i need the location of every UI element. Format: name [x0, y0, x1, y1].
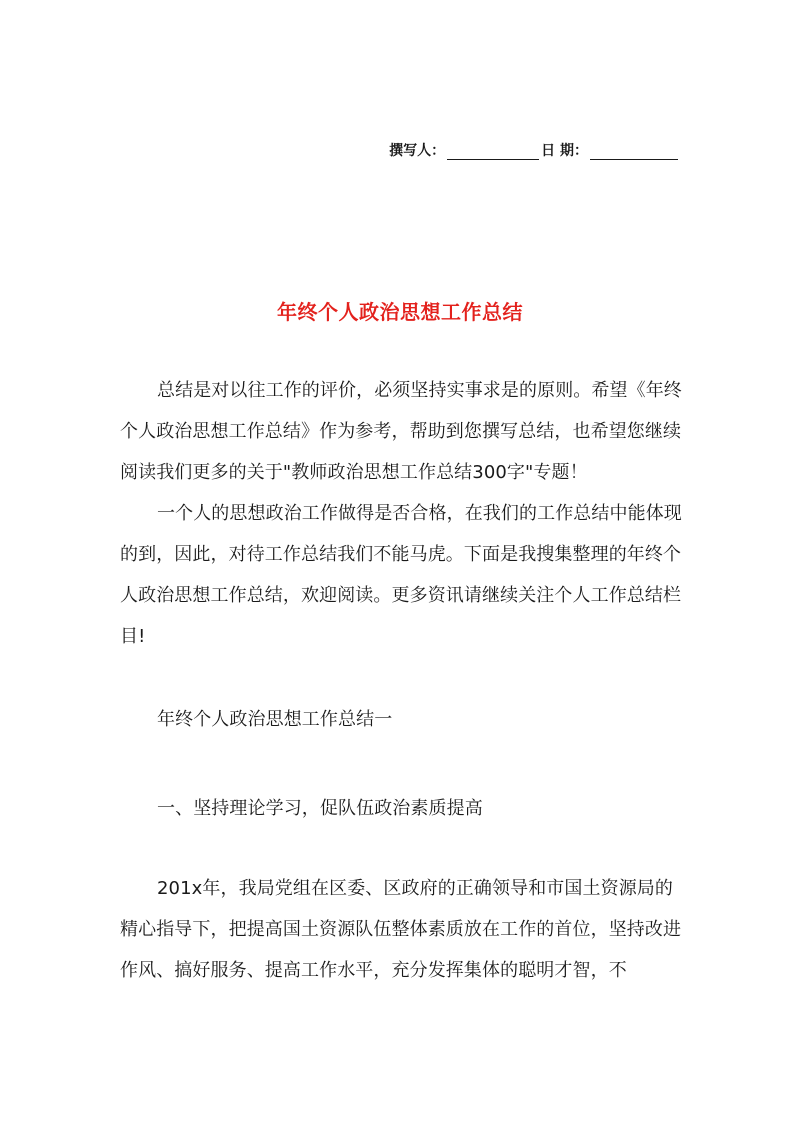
date-label: 日 期：	[541, 143, 588, 159]
document-title: 年终个人政治思想工作总结	[277, 300, 523, 324]
author-date-line	[389, 140, 680, 160]
intro-paragraph: 总结是对以往工作的评价，必须坚持实事求是的原则。希望《年终个人政治思想工作总结》作为参考，帮助到您撰写总结，也希望您继续阅读我们更多的关于"教师政治思想工作总结300字"专题！	[120, 380, 682, 483]
body-paragraph-one: 201x年，我局党组在区委、区政府的正确领导和市国土资源局的精心指导下，把提高国土资源队伍整体素质放在工作的首位，坚持改进作风、搞好服务、提高工作水平，充分发挥集体的聪明才智，不	[120, 878, 682, 981]
date-blank	[590, 143, 678, 160]
section-heading-one: 一、坚持理论学习，促队伍政治素质提高	[157, 798, 483, 819]
lead-paragraph: 一个人的思想政治工作做得是否合格，在我们的工作总结中能体现的到，因此，对待工作总结我们不能马虎。下面是我搜集整理的年终个人政治思想工作总结，欢迎阅读。更多资讯请继续关注个人工作总结栏目!	[120, 503, 682, 647]
section-title: 年终个人政治思想工作总结一	[157, 709, 393, 730]
author-blank	[447, 143, 539, 160]
author-label: 撰写人：	[389, 143, 446, 159]
